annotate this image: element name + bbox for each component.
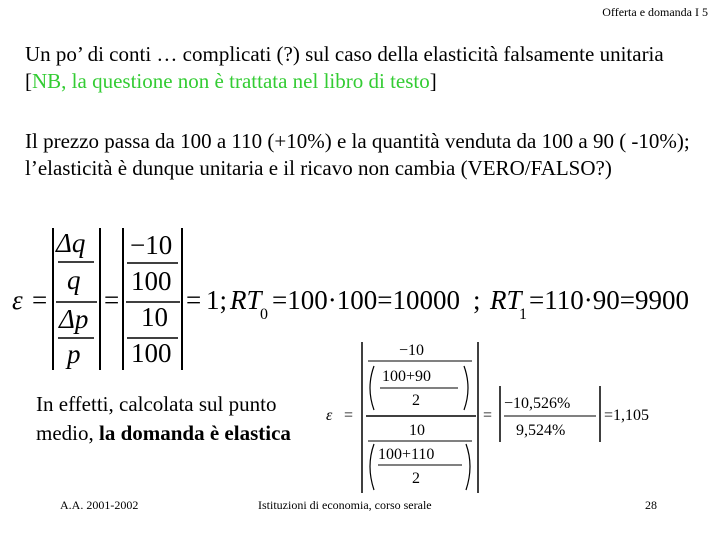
slide-header: Offerta e domanda I 5 (602, 5, 708, 19)
title-highlight: NB, la questione non è trattata nel libro di testo (32, 69, 430, 93)
f2-epsilon: ε (326, 407, 333, 424)
f1-delta-q: Δq (56, 228, 86, 258)
f2-num-sum: 100+90 (382, 368, 432, 385)
f1-ten: 10 (141, 302, 168, 332)
footer-academic-year: A.A. 2001-2002 (60, 498, 139, 512)
f2-two-top: 2 (412, 392, 420, 409)
f1-q: q (67, 265, 81, 295)
f2-den-sum: 100+110 (378, 446, 435, 463)
f2-minus-ten: −10 (399, 342, 425, 359)
f1-epsilon: ε (12, 285, 23, 315)
slide-title (25, 41, 705, 95)
f2-den-percent: 9,524% (516, 422, 566, 439)
f2-equals-2: = (483, 407, 493, 424)
f1-rt0-expression: =100·100=10000 (272, 285, 460, 315)
f1-equals-3: = (186, 285, 202, 315)
f2-two-bottom: 2 (412, 470, 420, 487)
f2-paren-left-top (370, 366, 374, 410)
f1-rt0-subscript: 0 (260, 306, 268, 323)
footer-page-number: 28 (645, 498, 657, 512)
f2-paren-left-bottom (370, 444, 374, 490)
statement-paragraph: Il prezzo passa da 100 a 110 (+10%) e la quantità venduta da 100 a 90 ( -10%); l’elasticità è dunque unitaria e il ricavo non cambia (VERO/FALSO?) (25, 129, 690, 180)
note-bold: la domanda è elastica (99, 421, 291, 445)
f1-delta-p: Δp (59, 304, 89, 334)
note-prefix: In effetti, calcolata sul punto medio, (36, 392, 277, 445)
title-suffix: ] (429, 69, 437, 93)
f1-semicolon: ; (473, 285, 481, 315)
midpoint-elasticity-formula (320, 338, 680, 496)
footer-course: Istituzioni di economia, corso serale (258, 498, 432, 512)
f2-result: =1,105 (604, 407, 650, 424)
f1-hundred-top: 100 (131, 266, 172, 296)
f1-hundred-bottom: 100 (131, 338, 172, 368)
f1-rt1-expression: =110·90=9900 (529, 285, 689, 315)
f1-p: p (67, 339, 81, 369)
f2-paren-right-top (464, 366, 468, 410)
f2-ten: 10 (409, 422, 425, 439)
f2-num-percent: −10,526% (504, 395, 571, 412)
f1-one: 1; (206, 285, 228, 315)
f1-rt1-label: RT (490, 285, 522, 315)
f1-rt0-label: RT (230, 285, 262, 315)
f1-equals-2: = (104, 285, 120, 315)
title-prefix: Un po’ di conti … complicati (?) sul caso della elasticità falsamente unitaria [ (25, 42, 664, 93)
f1-minus-ten: −10 (130, 230, 173, 260)
f2-equals: = (344, 407, 354, 424)
midpoint-note (36, 390, 306, 448)
f2-paren-right-bottom (466, 444, 470, 490)
f1-rt1-subscript: 1 (519, 306, 527, 323)
f1-equals: = (32, 285, 48, 315)
